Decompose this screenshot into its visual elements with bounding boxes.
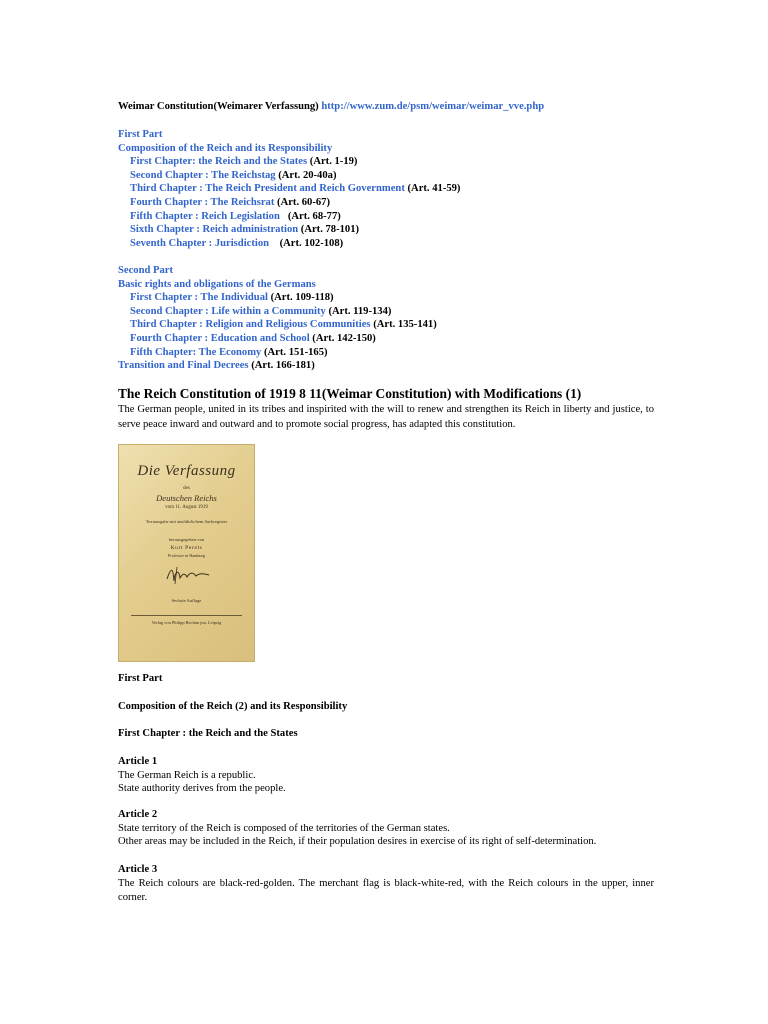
toc-article-range: (Art. 68-77)	[287, 210, 341, 222]
toc-article-range: (Art. 135-141)	[373, 319, 437, 331]
article-text: State authority derives from the people.	[118, 783, 286, 795]
article-heading: Article 1	[118, 756, 158, 767]
cover-title: Die Verfassung	[137, 463, 236, 479]
toc-part-1	[118, 128, 460, 250]
article-text: State territory of the Reich is composed of the territories of the German states.	[118, 822, 450, 834]
toc-item	[118, 359, 437, 373]
toc-article-range: (Art. 119-134)	[328, 305, 392, 317]
toc-article-range: (Art. 151-165)	[264, 346, 328, 358]
article-heading: Article 2	[118, 809, 158, 820]
toc-article-range: (Art. 78-101)	[300, 224, 360, 236]
section-part-heading: First Part	[118, 673, 163, 684]
article-text: Other areas may be included in the Reich, if their population desires in exercise of its right of self-determination.	[118, 836, 597, 848]
toc-item	[118, 169, 460, 183]
toc-item	[118, 223, 460, 237]
toc-chapter-link[interactable]: First Chapter: the Reich and the States	[130, 156, 308, 168]
toc-chapter-link[interactable]: Third Chapter : The Reich President and Reich Government	[130, 183, 405, 195]
toc-chapter-link[interactable]: Transition and Final Decrees	[118, 360, 249, 372]
constitution-title: The Reich Constitution of 1919 8 11(Weimar Constitution) with Modifications (1)	[118, 386, 582, 401]
toc-chapter-link[interactable]: Fifth Chapter: The Economy	[130, 346, 262, 358]
cover-text: Textausgabe mit ausführlichem Sachregister	[145, 519, 228, 524]
toc-part-subtitle[interactable]: Composition of the Reich and its Responsibility	[118, 142, 333, 154]
toc-article-range: (Art. 1-19)	[309, 156, 358, 168]
toc-item	[118, 155, 460, 169]
signature-icon	[163, 563, 213, 587]
cover-text: Verlag von Philipp Reclam jun. Leipzig	[151, 620, 222, 625]
toc-article-range: (Art. 109-118)	[270, 292, 334, 304]
toc-chapter-link[interactable]: Third Chapter : Religion and Religious Communities	[130, 319, 371, 331]
article-1	[118, 755, 654, 796]
cover-text: herausgegeben von	[168, 537, 205, 542]
toc-item	[118, 291, 437, 305]
article-text: The Reich colours are black-red-golden. The merchant flag is black-white-red, with the Reich colours in the upper, inner corner.	[118, 877, 654, 904]
toc-item	[118, 346, 437, 360]
toc-chapter-link[interactable]: Seventh Chapter : Jurisdiction	[130, 237, 270, 249]
toc-item	[118, 210, 460, 224]
toc-part-2	[118, 264, 437, 373]
preamble-text: The German people, united in its tribes and inspirited with the will to renew and strengthen its Reich in liberty and justice, to serve peace inward and outward and to promote social progress, has adapted this constitution.	[118, 404, 654, 430]
toc-item	[118, 318, 437, 332]
document-title: Weimar Constitution(Weimarer Verfassung)	[118, 101, 319, 112]
toc-item	[118, 305, 437, 319]
document-header	[118, 100, 544, 114]
cover-text: Professor in Hamburg	[168, 553, 205, 558]
cover-text: Sechste Auflage	[171, 598, 202, 603]
article-2	[118, 808, 654, 849]
toc-article-range: (Art. 20-40a)	[278, 169, 337, 181]
toc-part-title[interactable]: First Part	[118, 129, 163, 140]
book-cover-image	[118, 444, 255, 662]
cover-divider	[131, 615, 242, 616]
toc-chapter-link[interactable]: Second Chapter : Life within a Community	[130, 305, 326, 317]
toc-item	[118, 196, 460, 210]
article-3	[118, 863, 654, 906]
toc-part-title[interactable]: Second Part	[118, 265, 174, 276]
toc-article-range: (Art. 166-181)	[251, 360, 315, 372]
source-link[interactable]: http://www.zum.de/psm/weimar/weimar_vve.php	[321, 101, 545, 112]
toc-part-subtitle[interactable]: Basic rights and obligations of the Germans	[118, 278, 316, 290]
section-composition-heading: Composition of the Reich (2) and its Responsibility	[118, 701, 348, 712]
section-chapter-heading: First Chapter : the Reich and the States	[118, 728, 298, 739]
toc-chapter-link[interactable]: Second Chapter : The Reichstag	[130, 169, 276, 181]
cover-subtitle: Deutschen Reichs	[156, 493, 217, 503]
toc-chapter-link[interactable]: Fifth Chapter : Reich Legislation	[130, 210, 280, 222]
toc-item	[118, 332, 437, 346]
toc-item	[118, 237, 460, 251]
toc-article-range: (Art. 60-67)	[277, 196, 330, 208]
article-text: The German Reich is a republic.	[118, 769, 256, 781]
article-heading: Article 3	[118, 864, 158, 875]
toc-chapter-link[interactable]: Sixth Chapter : Reich administration	[130, 224, 299, 236]
toc-article-range: (Art. 41-59)	[407, 183, 461, 195]
toc-chapter-link[interactable]: First Chapter : The Individual	[130, 292, 268, 304]
cover-text: Kurt Perels	[170, 545, 203, 551]
cover-text: vom 11. August 1919	[165, 505, 208, 510]
toc-chapter-link[interactable]: Fourth Chapter : Education and School	[130, 332, 310, 344]
cover-text: des	[183, 486, 190, 491]
toc-chapter-link[interactable]: Fourth Chapter : The Reichsrat	[130, 196, 275, 208]
toc-article-range: (Art. 142-150)	[312, 332, 376, 344]
toc-item	[118, 182, 460, 196]
toc-article-range: (Art. 102-108)	[279, 237, 344, 249]
